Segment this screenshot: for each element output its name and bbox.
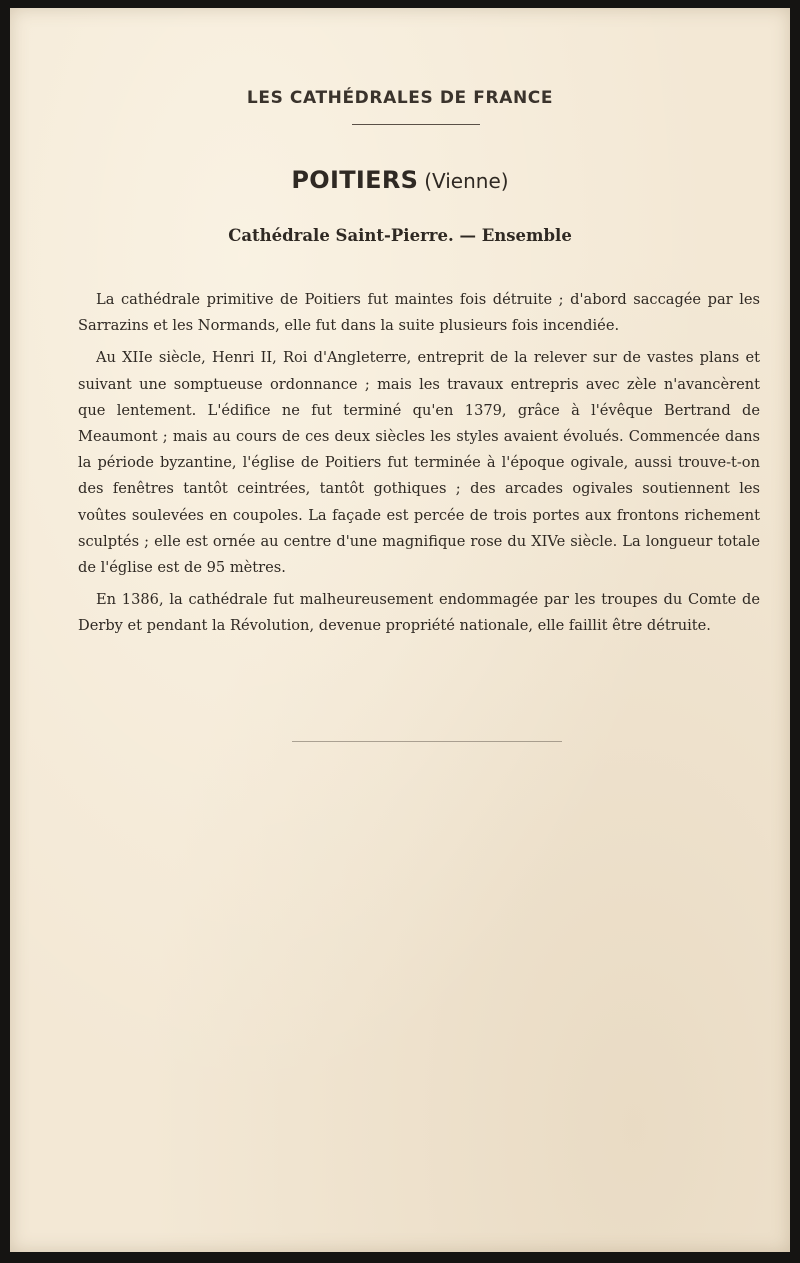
city-name: POITIERS bbox=[291, 166, 419, 194]
body-text bbox=[78, 287, 760, 646]
subtitle: Cathédrale Saint-Pierre. — Ensemble bbox=[228, 226, 572, 245]
paragraph-1: La cathédrale primitive de Poitiers fut maintes fois détruite ; d'abord saccagée par les Sarrazins et les Normands, elle fut dans la suite plusieurs fois incendiée. bbox=[78, 291, 760, 335]
city-heading bbox=[10, 166, 790, 194]
city-region: (Vienne) bbox=[424, 169, 509, 193]
paragraph-2: Au XIIe siècle, Henri II, Roi d'Angleterre, entreprit de la relever sur de vastes plans et suivant une somptueuse ordonnance ; mais les travaux entrepris avec zèle n'avancèrent que lentement. L'édifice ne fut terminé qu'en 1379, grâce à l'évêque Bertrand de Meaumont ; mais au cours de ces deux siècles les styles avaient évolués. Commencée dans la période byzantine, l'église de Poitiers fut terminée à l'époque ogivale, aussi trouve-t-on des fenêtres tantôt ceintrées, tantôt gothiques ; des arcades ogivales soutiennent les voûtes soulevées en coupoles. La façade est percée de trois portes aux frontons richement sculptés ; elle est ornée au centre d'une magnifique rose du XIVe siècle. La longueur totale de l'église est de 95 mètres. bbox=[78, 349, 760, 577]
postcard-back bbox=[10, 8, 790, 1252]
series-title: LES CATHÉDRALES DE FRANCE bbox=[246, 88, 554, 108]
end-divider bbox=[292, 741, 562, 742]
paragraph-3: En 1386, la cathédrale fut malheureusement endommagée par les troupes du Comte de Derby et pendant la Révolution, devenue propriété nationale, elle faillit être détruite. bbox=[78, 591, 760, 635]
title-divider bbox=[352, 124, 480, 125]
